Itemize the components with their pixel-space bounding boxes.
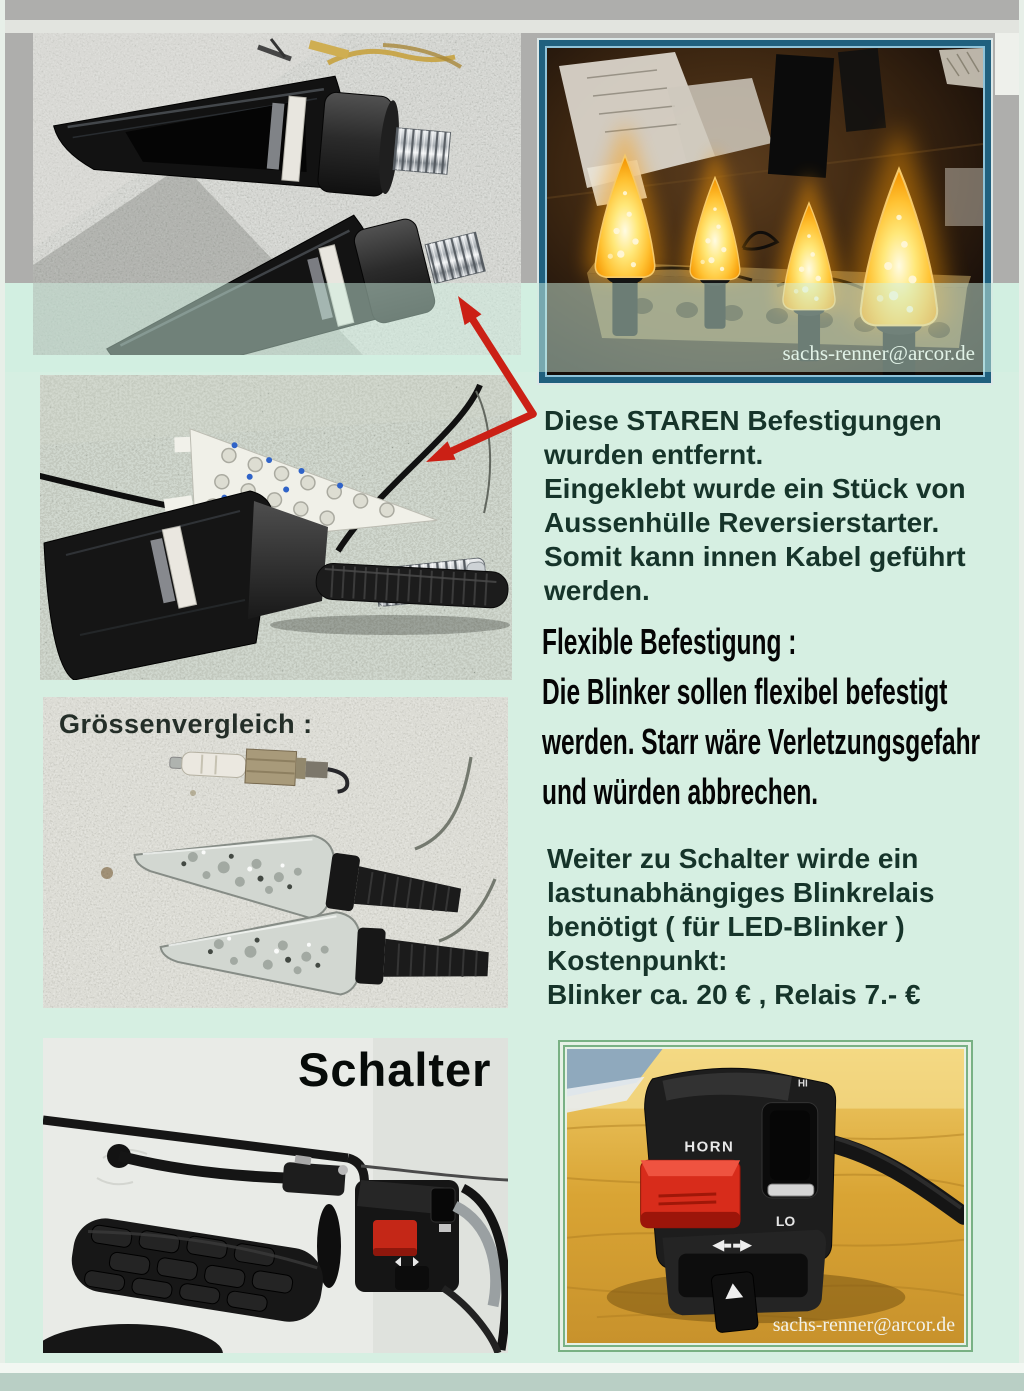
note-line: Weiter zu Schalter wirde ein xyxy=(547,843,919,874)
black-object-small xyxy=(838,48,886,132)
horn-label: HORN xyxy=(684,1139,735,1156)
switch-closeup-illustration xyxy=(567,1049,964,1343)
page-edge-strip xyxy=(0,1373,1024,1391)
switch-body xyxy=(641,1068,836,1333)
note-line: lastunabhängiges Blinkrelais xyxy=(547,877,935,908)
note-line: werden. Starr wäre Verletzungsgefahr xyxy=(542,721,981,762)
note-removed-fasteners xyxy=(544,404,966,608)
hi-label: HI xyxy=(797,1078,808,1090)
note-flexible-mounting xyxy=(542,617,980,817)
note-line: Somit kann innen Kabel geführt xyxy=(544,541,966,572)
size-comparison-illustration xyxy=(43,697,508,1008)
photo-switch-closeup xyxy=(558,1040,973,1352)
note-line: benötigt ( für LED-Blinker ) xyxy=(547,911,905,942)
note-line: und würden abbrechen. xyxy=(542,771,819,812)
note-line: Diese STAREN Befestigungen xyxy=(544,405,942,436)
lo-label: LO xyxy=(775,1212,796,1229)
size-comparison-label: Grössenvergleich : xyxy=(59,709,313,739)
headlight-rocker xyxy=(762,1103,818,1198)
note-line: Kostenpunkt: xyxy=(547,945,728,976)
right-white-patch xyxy=(995,33,1019,95)
watermark-email: sachs-renner@arcor.de xyxy=(772,1314,956,1337)
switch-housing-small xyxy=(355,1180,459,1292)
red-kill-switch xyxy=(641,1160,740,1228)
page-border-left xyxy=(0,0,5,1391)
black-object xyxy=(768,54,834,178)
note-line: Eingeklebt wurde ein Stück von xyxy=(544,473,966,504)
photo-size-comparison xyxy=(43,697,508,1008)
note-line: Aussenhülle Reversierstarter. xyxy=(544,507,940,538)
note-line: Flexible Befestigung : xyxy=(542,621,797,662)
note-line: Blinker ca. 20 € , Relais 7.- € xyxy=(547,979,921,1010)
note-line: Die Blinker sollen flexibel befestigt xyxy=(542,671,948,712)
note-line: wurden entfernt. xyxy=(544,439,764,470)
schalter-heading: Schalter xyxy=(298,1043,492,1096)
page-border-bottom xyxy=(0,1363,1024,1373)
note-line: werden. xyxy=(544,575,650,606)
note-relay-cost xyxy=(547,842,934,1012)
page-border-right xyxy=(1019,0,1024,1391)
top-light-strip xyxy=(0,20,1024,33)
